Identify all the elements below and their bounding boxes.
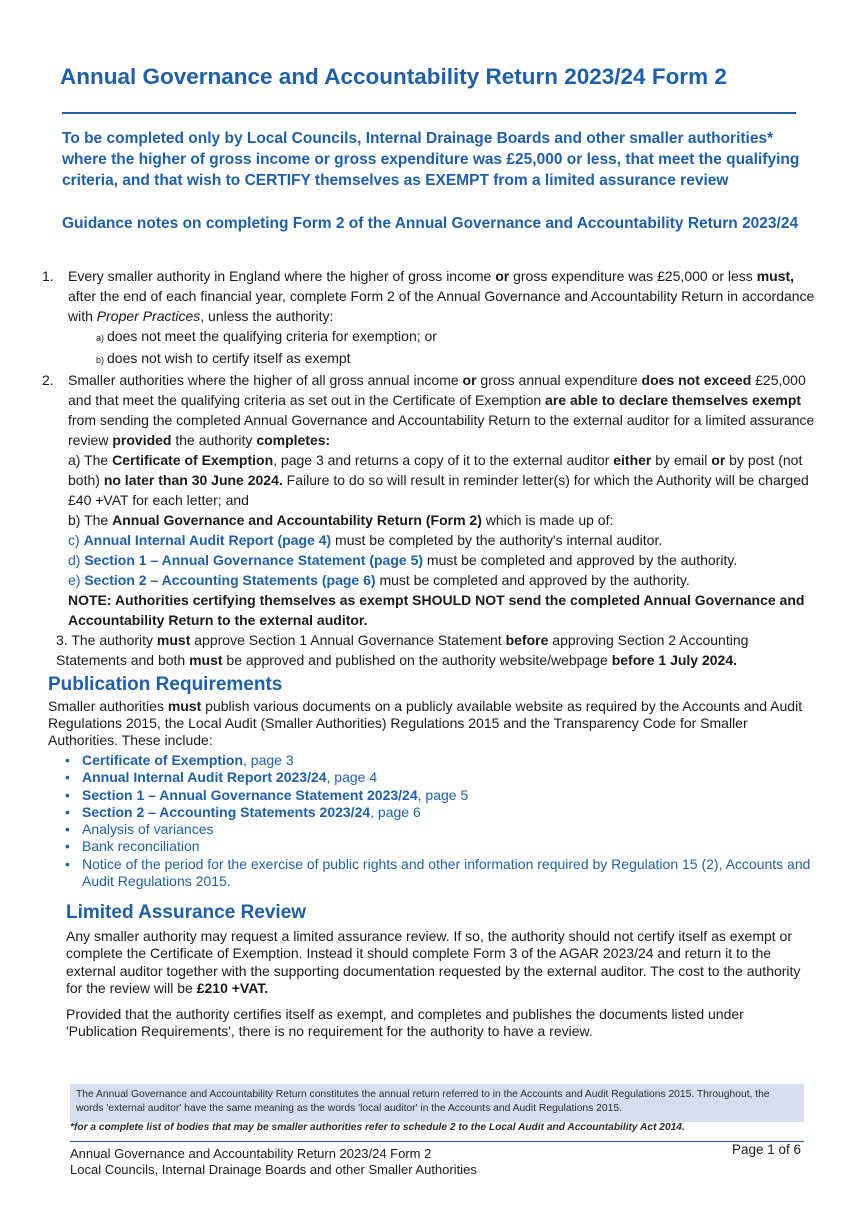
item-number: 2. xyxy=(42,372,54,388)
item-number: 1. xyxy=(42,268,54,284)
sub-text: does not wish to certify itself as exempt xyxy=(107,350,351,366)
numbered-guidance-list xyxy=(42,266,822,670)
text-run: publish various documents on a publicly available website as required by the Accounts and Audit Regulations 2015, the Local Audit (Smaller Authorities) Regulations 2015 and the Transparency Code for Smaller Authorities. These include: xyxy=(48,698,803,748)
text-run: must be completed and approved by the authority. xyxy=(423,552,738,568)
publication-documents-list xyxy=(62,752,822,890)
bold-run: Certificate of Exemption xyxy=(112,452,274,468)
sub-item-c xyxy=(68,530,822,550)
list-item xyxy=(62,838,822,855)
list-item xyxy=(62,769,822,786)
bold-run: are able to declare themselves exempt xyxy=(545,392,802,408)
accounting-statements-ref: Section 2 – Accounting Statements (page 6) xyxy=(84,572,376,588)
doc-page: , page 6 xyxy=(370,803,421,820)
text-run: must be completed and approved by the authority. xyxy=(375,572,690,588)
text-run: from sending the completed Annual Governance and Accountability Return to the external auditor for a limited assurance review xyxy=(68,412,815,448)
text-run: by email xyxy=(651,452,712,468)
bold-run: or xyxy=(711,452,726,468)
text-run: gross expenditure was £25,000 or less xyxy=(509,268,757,284)
doc-title: Certificate of Exemption xyxy=(82,752,244,768)
text-run: , page 3 and returns a copy of it to the external auditor xyxy=(273,452,614,468)
bold-run: must xyxy=(156,632,191,648)
list-item xyxy=(62,821,822,838)
text-run: Smaller authorities where the higher of all gross annual income xyxy=(68,372,463,388)
footer xyxy=(70,1146,477,1178)
text-run: which is made up of: xyxy=(481,512,614,528)
text-run: approve Section 1 Annual Governance Statement xyxy=(190,632,506,648)
doc-page: Analysis of variances xyxy=(82,821,214,838)
bold-run: or xyxy=(495,268,510,284)
bold-run: either xyxy=(613,452,652,468)
bold-run: before xyxy=(505,632,549,648)
doc-page: , page 4 xyxy=(326,769,378,786)
doc-page: Bank reconciliation xyxy=(82,838,200,855)
sub-item-b xyxy=(96,348,822,370)
sub-text: does not meet the qualifying criteria for exemption; or xyxy=(107,328,437,344)
text-run: a) The xyxy=(68,452,113,468)
list-item xyxy=(62,856,822,891)
bold-run: £210 +VAT. xyxy=(196,979,269,996)
return-definition-note: The Annual Governance and Accountability Return constitutes the annual return referred to in the Accounts and Audit Regulations 2015. Throughout, the words 'external auditor' have the same meaning as the words 'local auditor' in the Accounts and Audit Regulations 2015. xyxy=(70,1084,804,1122)
text-run: Every smaller authority in England where the higher of gross income xyxy=(68,268,496,284)
text-run: be approved and published on the authority website/webpage xyxy=(222,652,612,668)
text-run: must be completed by the authority's internal auditor. xyxy=(331,532,663,548)
bold-run: must xyxy=(189,652,223,668)
guidance-item-1 xyxy=(42,266,822,370)
bold-run: must, xyxy=(756,268,795,284)
bold-run: must xyxy=(167,698,202,714)
intro-text: To be completed only by Local Councils, Internal Drainage Boards and other smaller authorities* where the higher of gross income or gross expenditure was £25,000 or less, that meet the qualifying criteria, and that wish to CERTIFY themselves as EXEMPT from a limited assurance review xyxy=(62,130,800,189)
italic-run: Proper Practices xyxy=(96,308,201,324)
title-divider xyxy=(62,112,796,114)
bold-run: completes: xyxy=(256,432,331,448)
text-run: the authority xyxy=(171,432,257,448)
publication-intro xyxy=(48,698,818,749)
bold-run: before 1 July 2024. xyxy=(611,652,738,668)
list-item xyxy=(62,804,822,821)
governance-statement-ref: Section 1 – Annual Governance Statement (page 5) xyxy=(84,552,424,568)
footer-line-1: Annual Governance and Accountability Return 2023/24 Form 2 xyxy=(70,1146,432,1161)
doc-page: , page 3 xyxy=(243,752,294,768)
internal-audit-report-ref: Annual Internal Audit Report (page 4) xyxy=(83,532,332,548)
sub-item-a xyxy=(96,326,822,348)
text-run: Failure to do so will result in reminder letter(s) for which the Authority will be charged £40 +VAT for each letter; and xyxy=(68,472,809,508)
page-number: Page 1 of 6 xyxy=(732,1142,802,1157)
sub-item-e xyxy=(68,570,822,590)
text-run: 3. The authority xyxy=(56,632,157,648)
text-run: , unless the authority: xyxy=(200,308,334,324)
sub-label: b) xyxy=(96,355,105,365)
limited-review-paragraph-2: Provided that the authority certifies itself as exempt, and completes and publishes the documents listed under 'Publication Requirements', there is no requirement for the authority to have a review. xyxy=(66,1006,744,1040)
text-run: £25,000 and that meet the qualifying criteria as set out in the Certificate of Exemption xyxy=(68,372,806,408)
publication-requirements-heading: Publication Requirements xyxy=(48,674,283,695)
bold-run: or xyxy=(462,372,477,388)
footer-line-2: Local Councils, Internal Drainage Boards and other Smaller Authorities xyxy=(70,1162,477,1177)
sub-item-a xyxy=(68,450,822,510)
text-run: c) xyxy=(68,532,84,548)
exempt-note: NOTE: Authorities certifying themselves as exempt SHOULD NOT send the completed Annual Governance and Accountability Return to the external auditor. xyxy=(68,592,805,628)
guidance-heading: Guidance notes on completing Form 2 of the Annual Governance and Accountability Return 2023/24 xyxy=(62,215,799,232)
doc-title: Section 1 – Annual Governance Statement 2023/24 xyxy=(82,786,418,803)
doc-title: Annual Internal Audit Report 2023/24 xyxy=(82,769,327,786)
doc-page: , page 5 xyxy=(417,786,469,803)
limited-review-paragraph-1 xyxy=(66,928,816,997)
list-item xyxy=(62,752,822,769)
bold-run: does not exceed xyxy=(641,372,752,388)
sub-item-b xyxy=(68,510,822,530)
bold-run: provided xyxy=(112,432,172,448)
smaller-authorities-footnote: *for a complete list of bodies that may be smaller authorities refer to schedule 2 to the Local Audit and Accountability Act 2014. xyxy=(70,1122,685,1133)
text-run: d) xyxy=(68,552,85,568)
doc-page: Notice of the period for the exercise of public rights and other information required by Regulation 15 (2), Accounts and Audit Regulations 2015. xyxy=(82,855,811,890)
list-item xyxy=(62,787,822,804)
bold-run: Annual Governance and Accountability Return (Form 2) xyxy=(112,512,482,528)
text-run: by post (not both) xyxy=(68,452,803,488)
guidance-item-2 xyxy=(42,370,822,630)
page-title: Annual Governance and Accountability Return 2023/24 Form 2 xyxy=(60,64,727,89)
text-run: gross annual expenditure xyxy=(476,372,642,388)
doc-title: Section 2 – Accounting Statements 2023/24 xyxy=(82,803,371,820)
text-run: Smaller authorities xyxy=(48,698,168,714)
footer-divider xyxy=(70,1141,804,1142)
text-run: Any smaller authority may request a limited assurance review. If so, the authority should not certify itself as exempt or complete the Certificate of Exemption. Instead it should complete Form 3 of the AGAR 2023/24 and return it to the external auditor together with the supporting documentation requested by the external auditor. The cost to the authority for the review will be xyxy=(66,928,801,996)
guidance-item-3 xyxy=(56,630,822,670)
sub-label: a) xyxy=(96,333,105,343)
text-run: after the end of each financial year, complete Form 2 of the Annual Governance and Accountability Return in accordance with xyxy=(68,288,815,324)
sub-item-d xyxy=(68,550,822,570)
text-run: approving Section 2 Accounting Statements and both xyxy=(56,632,749,668)
limited-assurance-review-heading: Limited Assurance Review xyxy=(66,902,307,923)
text-run: e) xyxy=(68,572,85,588)
bold-run: no later than 30 June 2024. xyxy=(103,472,283,488)
text-run: b) The xyxy=(68,512,113,528)
